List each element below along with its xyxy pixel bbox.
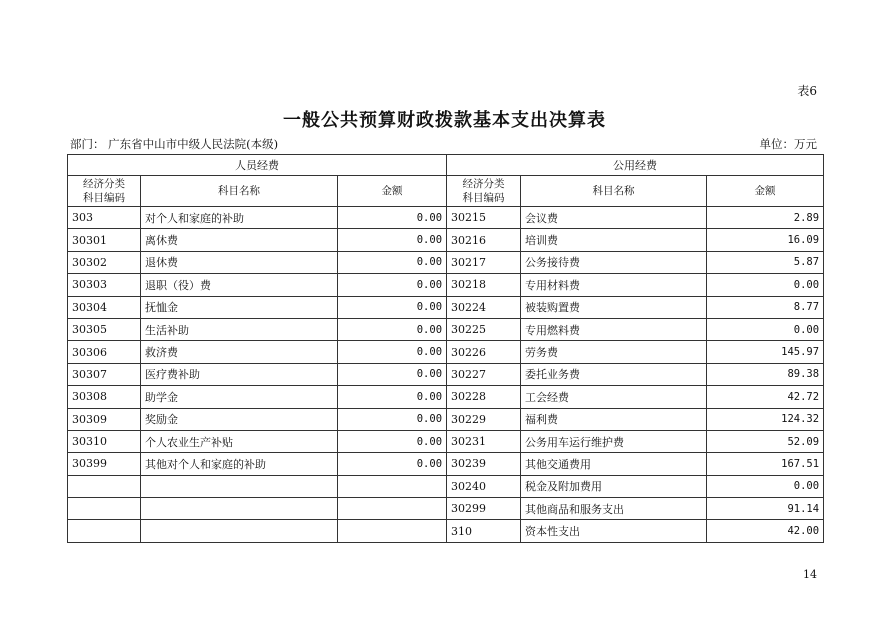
left-amount-cell: 0.00 [338, 251, 447, 273]
right-code-cell: 30239 [447, 453, 521, 475]
public-group-header: 公用经费 [447, 155, 824, 176]
personnel-group-header: 人员经费 [68, 155, 447, 176]
right-name-cell: 公务接待费 [521, 251, 707, 273]
left-code-cell: 30309 [68, 408, 141, 430]
right-code-cell: 30229 [447, 408, 521, 430]
right-amount-cell: 167.51 [707, 453, 824, 475]
left-name-cell: 抚恤金 [141, 296, 338, 318]
right-name-cell: 工会经费 [521, 386, 707, 408]
left-name-cell: 对个人和家庭的补助 [141, 207, 338, 229]
right-name-cell: 专用燃料费 [521, 318, 707, 340]
left-amount-cell [338, 520, 447, 542]
right-code-cell: 30231 [447, 430, 521, 452]
right-code-cell: 30215 [447, 207, 521, 229]
left-code-cell: 30304 [68, 296, 141, 318]
right-amount-cell: 145.97 [707, 341, 824, 363]
left-name-cell: 医疗费补助 [141, 363, 338, 385]
left-code-cell: 30305 [68, 318, 141, 340]
left-code-cell: 30306 [68, 341, 141, 363]
left-amount-cell: 0.00 [338, 453, 447, 475]
left-amount-cell: 0.00 [338, 386, 447, 408]
left-name-cell: 其他对个人和家庭的补助 [141, 453, 338, 475]
right-code-cell: 30226 [447, 341, 521, 363]
left-code-cell: 303 [68, 207, 141, 229]
right-code-cell: 310 [447, 520, 521, 542]
table-row [68, 498, 824, 520]
right-amount-cell: 2.89 [707, 207, 824, 229]
left-code-cell [68, 475, 141, 497]
table-row [68, 430, 824, 452]
table-row [68, 229, 824, 251]
left-name-cell [141, 475, 338, 497]
right-amount-cell: 124.32 [707, 408, 824, 430]
right-code-cell: 30217 [447, 251, 521, 273]
right-name-cell: 专用材料费 [521, 274, 707, 296]
code-header-left [68, 176, 141, 207]
name-header-left: 科目名称 [141, 176, 338, 207]
left-name-cell: 助学金 [141, 386, 338, 408]
left-code-cell: 30399 [68, 453, 141, 475]
right-amount-cell: 16.09 [707, 229, 824, 251]
left-code-cell: 30310 [68, 430, 141, 452]
unit-label: 单位：万元 [759, 137, 817, 151]
left-amount-cell: 0.00 [338, 363, 447, 385]
table-row [68, 408, 824, 430]
right-name-cell: 其他商品和服务支出 [521, 498, 707, 520]
page-number: 14 [803, 568, 817, 581]
right-name-cell: 培训费 [521, 229, 707, 251]
left-code-cell [68, 520, 141, 542]
left-amount-cell: 0.00 [338, 318, 447, 340]
right-amount-cell: 0.00 [707, 318, 824, 340]
code-header-line2: 科目编码 [83, 192, 125, 204]
table-row [68, 475, 824, 497]
right-amount-cell: 52.09 [707, 430, 824, 452]
table-row [68, 341, 824, 363]
table-row [68, 453, 824, 475]
right-name-cell: 劳务费 [521, 341, 707, 363]
table-row [68, 251, 824, 273]
right-name-cell: 委托业务费 [521, 363, 707, 385]
right-name-cell: 税金及附加费用 [521, 475, 707, 497]
right-amount-cell: 5.87 [707, 251, 824, 273]
code-header-line1: 经济分类 [83, 178, 125, 190]
left-amount-cell: 0.00 [338, 274, 447, 296]
right-name-cell: 公务用车运行维护费 [521, 430, 707, 452]
right-amount-cell: 91.14 [707, 498, 824, 520]
table-row [68, 363, 824, 385]
table-row [68, 520, 824, 542]
right-amount-cell: 8.77 [707, 296, 824, 318]
right-code-cell: 30240 [447, 475, 521, 497]
right-amount-cell: 42.72 [707, 386, 824, 408]
page-title: 一般公共预算财政拨款基本支出决算表 [283, 110, 606, 131]
right-code-cell: 30299 [447, 498, 521, 520]
right-name-cell: 其他交通费用 [521, 453, 707, 475]
right-amount-cell: 0.00 [707, 475, 824, 497]
left-amount-cell: 0.00 [338, 207, 447, 229]
left-name-cell [141, 498, 338, 520]
right-code-cell: 30228 [447, 386, 521, 408]
right-code-cell: 30225 [447, 318, 521, 340]
left-name-cell: 救济费 [141, 341, 338, 363]
table-row [68, 386, 824, 408]
table-row [68, 296, 824, 318]
table-row [68, 207, 824, 229]
left-amount-cell: 0.00 [338, 430, 447, 452]
right-code-cell: 30227 [447, 363, 521, 385]
right-code-cell: 30216 [447, 229, 521, 251]
right-amount-cell: 42.00 [707, 520, 824, 542]
left-amount-cell [338, 498, 447, 520]
left-code-cell: 30303 [68, 274, 141, 296]
left-amount-cell: 0.00 [338, 229, 447, 251]
table-row [68, 274, 824, 296]
left-amount-cell: 0.00 [338, 296, 447, 318]
left-name-cell: 生活补助 [141, 318, 338, 340]
code-header-line1: 经济分类 [462, 178, 505, 190]
left-amount-cell: 0.00 [338, 408, 447, 430]
amount-header-right: 金额 [707, 176, 824, 207]
code-header-right [447, 176, 521, 207]
right-name-cell: 资本性支出 [521, 520, 707, 542]
budget-table [67, 154, 824, 543]
right-code-cell: 30218 [447, 274, 521, 296]
table-row [68, 318, 824, 340]
left-code-cell: 30307 [68, 363, 141, 385]
table-number: 表6 [797, 84, 817, 98]
amount-header-left: 金额 [338, 176, 447, 207]
right-code-cell: 30224 [447, 296, 521, 318]
left-name-cell: 个人农业生产补贴 [141, 430, 338, 452]
left-code-cell: 30308 [68, 386, 141, 408]
right-name-cell: 福利费 [521, 408, 707, 430]
left-code-cell: 30301 [68, 229, 141, 251]
left-name-cell: 退休费 [141, 251, 338, 273]
right-amount-cell: 0.00 [707, 274, 824, 296]
left-code-cell [68, 498, 141, 520]
left-name-cell: 奖励金 [141, 408, 338, 430]
left-name-cell: 退职（役）费 [141, 274, 338, 296]
department-label: 部门： 广东省中山市中级人民法院(本级) [70, 137, 279, 151]
code-header-line2: 科目编码 [462, 192, 505, 204]
left-name-cell: 离休费 [141, 229, 338, 251]
name-header-right: 科目名称 [521, 176, 707, 207]
right-name-cell: 会议费 [521, 207, 707, 229]
left-name-cell [141, 520, 338, 542]
left-code-cell: 30302 [68, 251, 141, 273]
left-amount-cell: 0.00 [338, 341, 447, 363]
left-amount-cell [338, 475, 447, 497]
right-amount-cell: 89.38 [707, 363, 824, 385]
right-name-cell: 被装购置费 [521, 296, 707, 318]
